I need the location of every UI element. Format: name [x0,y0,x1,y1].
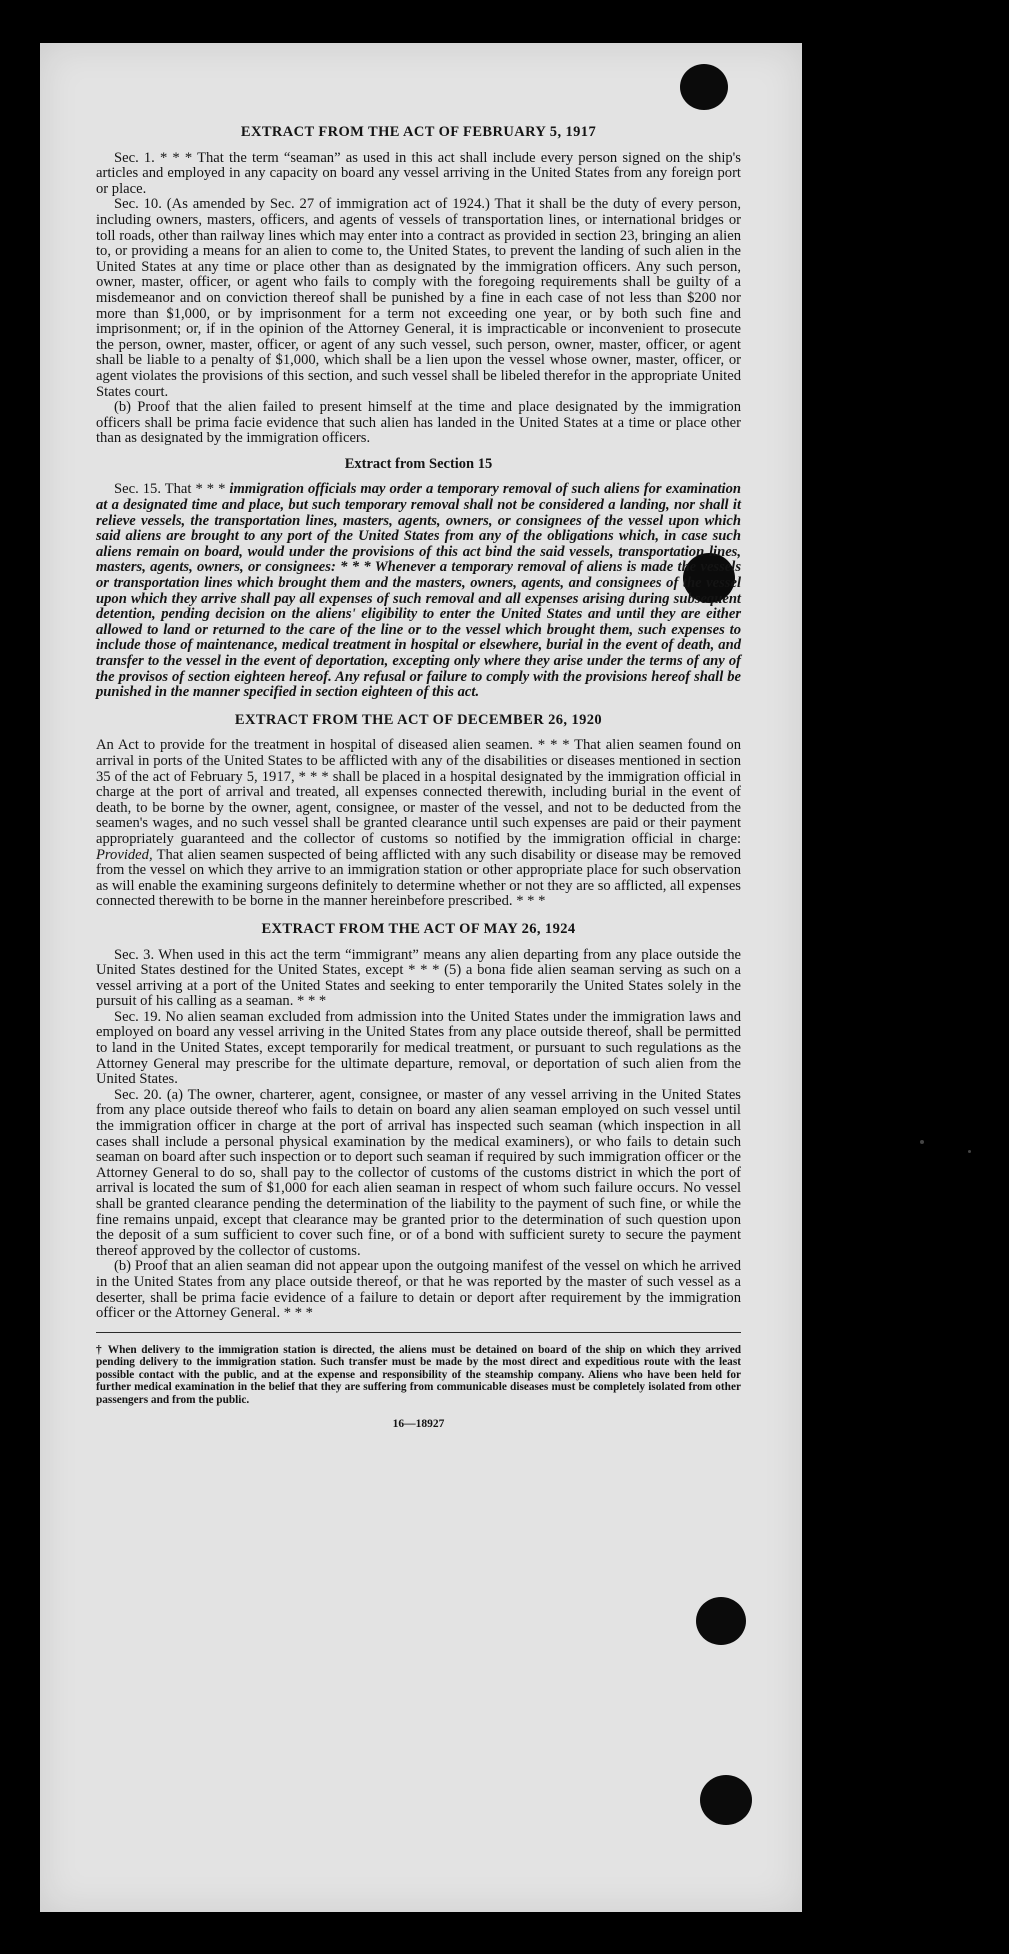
punch-hole [696,1597,746,1645]
punch-hole [700,1775,752,1825]
sec-15-lead: Sec. 15. That * * * [114,481,226,498]
page-number: 16—18927 [392,1418,445,1431]
sec-15-body: immigration officials may order a temporary removal of such aliens for examination at a designated time and place, but such temporary removal shall not be considered a landing, nor shall it relieve vessels, the transportation lines, masters, agents, owners, or consignees of the vessel upon which said aliens are brought to any port of the United States from any of the obligations which, in case such aliens remain on board, would under the provisions of this act bind the said vessels, transportation lines, masters, agents, owners, or consignees: * * * Whenever a temporary removal of aliens is made the vessels or transportation lines which brought them and the masters, owners, agents, and consignees of the vessel upon which they arrive shall pay all expenses of such removal and all expenses arising during subsequent detention, pending decision on the aliens' eligibility to enter the United States and until they are either allowed to land or returned to the care of the line or to the vessel which brought them, such expenses to include those of maintenance, medical treatment in hospital or elsewhere, burial in the event of death, and transfer to the vessel in the event of deportation, excepting only where they arise under the terms of any of the provisos of section eighteen hereof. Any refusal or failure to comply with the provisions hereof shall be punished in the manner specified in section eighteen of this act. [96,481,742,701]
paragraph-sec-19: Sec. 19. No alien seaman excluded from admission into the United States under the immigration laws and employed on board any vessel arriving in the United States from any place outside thereof, shall be permitted to land in the United States, except temporarily for medical treatment, or pursuant to such regulations as the Attorney General may prescribe for the ultimate departure, removal, or deportation of such alien from the United States. [96,1008,741,1088]
section-heading: EXTRACT FROM THE ACT OF MAY 26, 1924 [261,920,576,937]
paragraph-sec-20b: (b) Proof that an alien seaman did not appear upon the outgoing manifest of the vessel on which he arrived in the United States from any place outside thereof, or that he was reported by the master of such vessel as a deserter, shall be prima facie evidence of a failure to detain or deport after requirement by the immigration officer or the Attorney General. * * * [96,1258,741,1322]
act-1920-text-b: That alien seamen suspected of being afflicted with any such disability or disease may be removed from the vessel on which they arrive to an immigration station or other appropriate place for such observation as will enable the examining surgeons definitely to determine whether or not they are so afflicted, all expenses connected therewith to be borne in the manner hereinbefore prescribed. * * * [96,846,741,910]
document-body [96,125,741,1433]
footnote: † When delivery to the immigration station is directed, the aliens must be detained on board of the ship on which they arrived pending delivery to the immigration station. Such transfer must be made by the most direct and expeditious route with the least possible contact with the public, and at the expense and responsibility of the steamship company. Aliens who have been held for further medical examination in the belief that they are suffering from communicable diseases must be completely isolated from other passengers and from the public. [96,1344,741,1406]
section-heading: EXTRACT FROM THE ACT OF DECEMBER 26, 1920 [234,711,603,728]
scan-speck [968,1150,971,1153]
paragraph-sec-10: Sec. 10. (As amended by Sec. 27 of immigration act of 1924.) That it shall be the duty of every person, including owners, masters, officers, and agents of vessels of transportation lines, or international bridges or toll roads, other than railway lines which may enter into a contract as provided in section 23, bringing an alien to, or providing a means for an alien to come to, the United States, to prevent the landing of such alien in the United States at any time or place other than as designated by the immigration officers. Any such person, owner, master, officer, or agent who fails to comply with the foregoing requirements shall be guilty of a misdemeanor and on conviction thereof shall be punished by a fine in each case of not less than $200 nor more than $1,000, or by imprisonment for a term not exceeding one year, or by both such fine and imprisonment; or, if in the opinion of the Attorney General, it is impracticable or inconvenient to prosecute the person, owner, master, officer, or agent of any such vessel, such person, owner, master, officer, or agent shall be liable to a penalty of $1,000, which shall be a lien upon the vessel whose owner, master, officer, or agent violates the provisions of this section, and such vessel shall be libeled therefor in the appropriate United States court. [96,196,741,400]
paragraph-proof-alien: (b) Proof that the alien failed to present himself at the time and place designated by the immigration officers shall be prima facie evidence that such alien has landed in the United States at a time or place other than as designated by the immigration officers. [96,399,741,447]
paragraph-sec-1: Sec. 1. * * * That the term “seaman” as used in this act shall include every person signed on the ship's articles and employed in any capacity on board any vessel arriving in the United States from any foreign port or place. [96,149,741,197]
provided-word: Provided, [96,846,153,863]
paragraph-sec-15 [96,482,741,700]
punch-hole [680,64,728,110]
paragraph-act-1920 [96,738,741,910]
scan-speck [920,1140,924,1144]
act-1920-text-a: An Act to provide for the treatment in hospital of diseased alien seamen. * * * That alien seamen found on arrival in ports of the United States to be afflicted with any of the disabilities or diseases mentioned in section 35 of the act of February 5, 1917, * * * shall be placed in a hospital designated by the immigration official in charge at the port of arrival and treated, all expenses connected therewith, including burial in the event of death, to be borne by the owner, agent, consignee, or master of the vessel, and not to be deducted from the seamen's wages, and no such vessel shall be granted clearance until such expenses are paid or their payment appropriately guaranteed and the collector of customs so notified by the immigration official in charge: [96,737,741,847]
paragraph-sec-3: Sec. 3. When used in this act the term “immigrant” means any alien departing from any place outside the United States destined for the United States, except * * * (5) a bona fide alien seaman serving as such on a vessel arriving at a port of the United States and seeking to enter temporarily the United States solely in the pursuit of his calling as a seaman. * * * [96,946,741,1010]
section-heading: EXTRACT FROM THE ACT OF FEBRUARY 5, 1917 [240,124,597,140]
subheading-section-15: Extract from Section 15 [344,455,493,472]
footnote-divider [96,1332,741,1333]
paragraph-sec-20a: Sec. 20. (a) The owner, charterer, agent, consignee, or master of any vessel arriving in the United States from any place outside thereof who fails to detain on board any alien seaman employed on such vessel until the immigration officer in charge at the port of arrival has inspected such seaman (which inspection in all cases shall include a personal physical examination by the medical examiners), or who fails to detain such seaman on board after such inspection or to deport such seaman if required by such immigration officer or the Attorney General to do so, shall pay to the collector of customs of the customs district in which the port of arrival is located the sum of $1,000 for each alien seaman in respect of whom such failure occurs. No vessel shall be granted clearance pending the determination of the liability to the payment of such fine, or while the fine remains unpaid, except that clearance may be granted prior to the determination of such question upon the deposit of a sum sufficient to cover such fine, or of a bond with sufficient surety to secure the payment thereof approved by the collector of customs. [96,1086,741,1259]
